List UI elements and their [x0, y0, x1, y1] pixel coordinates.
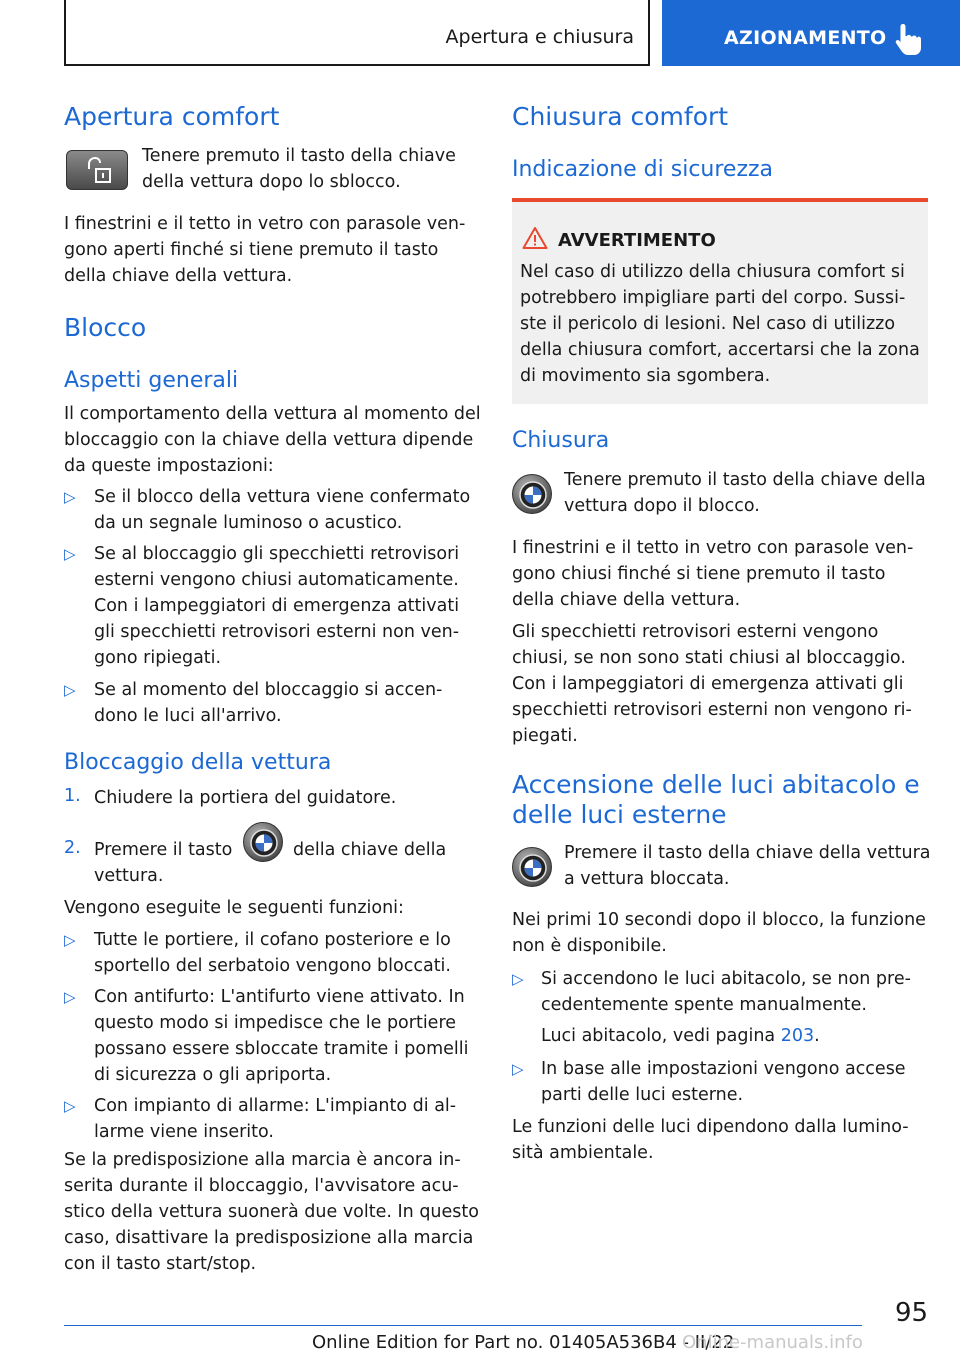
chapter-title: Apertura e chiusura: [445, 26, 634, 48]
functions-bullet-2-line-3: possano essere sbloccate tramite i pomelli: [94, 1039, 469, 1059]
unlock-key-button: [66, 150, 128, 190]
blocco-bullet-3-line-1: Se al momento del bloccaggio si accen-: [94, 680, 443, 700]
closing-para-line-3: stico della vettura suonerà due volte. In questo: [64, 1202, 479, 1222]
bullet-marker: ▷: [64, 545, 76, 563]
comfort-open-para-2: gono aperti finché si tiene premuto il tasto: [64, 240, 439, 260]
header-chapter-box: [64, 0, 650, 66]
functions-intro: Vengono eseguite le seguenti funzioni:: [64, 898, 404, 918]
closing-para-line-5: con il tasto start/stop.: [64, 1254, 257, 1274]
functions-bullet-1-line-1: Tutte le portiere, il cofano posteriore e lo: [94, 930, 451, 950]
step-number-1: 1.: [64, 786, 81, 806]
bullet-marker: ▷: [512, 970, 524, 988]
blocco-intro-3: da queste impostazioni:: [64, 456, 274, 476]
lights-key-text-1: Premere il tasto della chiave della vettura: [564, 843, 931, 863]
step-1-text: Chiudere la portiera del guidatore.: [94, 788, 397, 808]
lights-bullet-2-line-1: In base alle impostazioni vengono accese: [541, 1059, 906, 1079]
step-2-text-c: vettura.: [94, 866, 164, 886]
lock-key-button: [512, 847, 552, 887]
warning-text-line-4: della chiusura comfort, accertarsi che la zona: [520, 340, 920, 360]
page-number: 95: [895, 1298, 929, 1328]
blocco-bullet-3-line-2: dono le luci all'arrivo.: [94, 706, 282, 726]
step-2-text-b: della chiave della: [293, 840, 447, 860]
lights-key-text-2: a vettura bloccata.: [564, 869, 730, 889]
heading-comfort-open: Apertura comfort: [64, 102, 280, 131]
comfort-open-para-1: I finestrini e il tetto in vetro con parasole ven-: [64, 214, 466, 234]
heading-lights-line-1: Accensione delle luci abitacolo e: [512, 770, 920, 799]
footer-edition: Online Edition for Part no. 01405A536B4 - II/22: [312, 1332, 735, 1353]
blocco-bullet-2-line-4: gli specchietti retrovisori esterni non ven-: [94, 622, 460, 642]
step-number-2: 2.: [64, 838, 81, 858]
heading-lights-line-2: delle luci esterne: [512, 800, 727, 829]
warning-box: [512, 198, 928, 404]
closing-para-2-line-4: specchietti retrovisori esterni non vengono ri-: [512, 700, 912, 720]
heading-comfort-close: Chiusura comfort: [512, 102, 729, 131]
lights-bullet-1-line-2: cedentemente spente manualmente.: [541, 995, 867, 1015]
bullet-marker: ▷: [64, 488, 76, 506]
blocco-bullet-1-line-1: Se il blocco della vettura viene confermato: [94, 487, 471, 507]
lights-para-2-line-2: sità ambientale.: [512, 1143, 654, 1163]
closing-key-text-2: vettura dopo il blocco.: [564, 496, 760, 516]
blocco-intro-2: bloccaggio con la chiave della vettura dipende: [64, 430, 474, 450]
header-section-tab: [662, 0, 960, 66]
section-title: AZIONAMENTO: [724, 27, 887, 49]
reference-text: Luci abitacolo, vedi pagina: [541, 1026, 776, 1046]
closing-key-text-1: Tenere premuto il tasto della chiave della: [564, 470, 926, 490]
closing-para-1-line-1: I finestrini e il tetto in vetro con parasole ven-: [512, 538, 914, 558]
blocco-intro-1: Il comportamento della vettura al momento del: [64, 404, 481, 424]
warning-text-line-1: Nel caso di utilizzo della chiusura comfort si: [520, 262, 905, 282]
lock-key-button: [512, 474, 552, 514]
comfort-open-key-text-2: della vettura dopo lo sblocco.: [142, 172, 401, 192]
bmw-logo-icon: [249, 828, 279, 858]
warning-text-line-2: potrebbero impigliare parti del corpo. Sussi-: [520, 288, 906, 308]
closing-para-2-line-5: piegati.: [512, 726, 578, 746]
closing-para-line-2: serita durante il bloccaggio, l'avvisatore acu-: [64, 1176, 459, 1196]
step-2-text-a: Premere il tasto: [94, 840, 233, 860]
bullet-marker: ▷: [64, 931, 76, 949]
closing-para-line-4: caso, disattivare la predisposizione alla marcia: [64, 1228, 474, 1248]
warning-label: AVVERTIMENTO: [558, 230, 716, 251]
heading-blocco: Blocco: [64, 313, 147, 342]
comfort-open-para-3: della chiave della vettura.: [64, 266, 293, 286]
lights-bullet-2-line-2: parti delle luci esterne.: [541, 1085, 744, 1105]
functions-bullet-2-line-4: di sicurezza o gli apriporta.: [94, 1065, 332, 1085]
heading-general: Aspetti generali: [64, 368, 239, 393]
closing-para-2-line-1: Gli specchietti retrovisori esterni vengono: [512, 622, 879, 642]
hand-pointer-icon: [894, 22, 922, 56]
bmw-logo-icon: [518, 853, 548, 883]
bullet-marker: ▷: [64, 988, 76, 1006]
functions-bullet-2-line-2: questo modo si impedisce che le portiere: [94, 1013, 457, 1033]
closing-para-1-line-3: della chiave della vettura.: [512, 590, 741, 610]
bullet-marker: ▷: [64, 1097, 76, 1115]
lock-key-button: [243, 822, 283, 862]
closing-para-2-line-3: Con i lampeggiatori di emergenza attivati gli: [512, 674, 904, 694]
functions-bullet-1-line-2: sportello del serbatoio vengono bloccati.: [94, 956, 451, 976]
unlock-icon: [67, 151, 127, 189]
heading-locking: Bloccaggio della vettura: [64, 750, 332, 775]
bullet-marker: ▷: [512, 1060, 524, 1078]
blocco-bullet-2-line-2: esterni vengono chiusi automaticamente.: [94, 570, 459, 590]
lights-bullet-1-line-1: Si accendono le luci abitacolo, se non pre-: [541, 969, 911, 989]
footer-divider: [64, 1325, 862, 1326]
lights-para-1-line-1: Nei primi 10 secondi dopo il blocco, la funzione: [512, 910, 926, 930]
bullet-marker: ▷: [64, 681, 76, 699]
blocco-bullet-2-line-1: Se al bloccaggio gli specchietti retrovisori: [94, 544, 460, 564]
heading-safety: Indicazione di sicurezza: [512, 157, 774, 182]
heading-closing: Chiusura: [512, 428, 610, 453]
lights-reference: [541, 1024, 820, 1050]
reference-period: .: [814, 1026, 820, 1046]
watermark: Online-manuals.info: [682, 1332, 863, 1353]
bmw-logo-icon: [518, 480, 548, 510]
blocco-bullet-2-line-3: Con i lampeggiatori di emergenza attivati: [94, 596, 460, 616]
functions-bullet-3-line-2: larme viene inserito.: [94, 1122, 274, 1142]
page-reference-link[interactable]: 203: [780, 1026, 815, 1046]
lights-para-2-line-1: Le funzioni delle luci dipendono dalla lumino-: [512, 1117, 909, 1137]
lights-para-1-line-2: non è disponibile.: [512, 936, 667, 956]
closing-para-2-line-2: chiusi, se non sono stati chiusi al bloccaggio.: [512, 648, 906, 668]
warning-text-line-3: ste il pericolo di lesioni. Nel caso di utilizzo: [520, 314, 896, 334]
warning-triangle-icon: [522, 226, 548, 250]
functions-bullet-2-line-1: Con antifurto: L'antifurto viene attivato. In: [94, 987, 465, 1007]
functions-bullet-3-line-1: Con impianto di allarme: L'impianto di al-: [94, 1096, 457, 1116]
warning-text-line-5: di movimento sia sgombera.: [520, 366, 771, 386]
closing-para-1-line-2: gono chiusi finché si tiene premuto il tasto: [512, 564, 886, 584]
comfort-open-key-text-1: Tenere premuto il tasto della chiave: [142, 146, 456, 166]
closing-para-line-1: Se la predisposizione alla marcia è ancora in-: [64, 1150, 461, 1170]
blocco-bullet-1-line-2: da un segnale luminoso o acustico.: [94, 513, 403, 533]
blocco-bullet-2-line-5: gono ripiegati.: [94, 648, 222, 668]
